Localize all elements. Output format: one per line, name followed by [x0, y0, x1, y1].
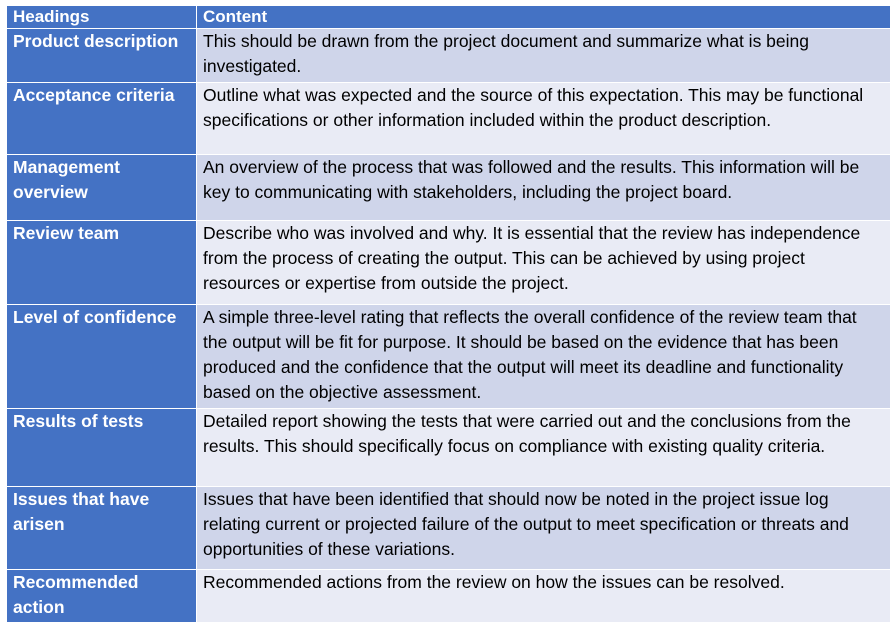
- row-content: An overview of the process that was followed and the results. This information will be key to communicating with stakeholders, including the project board.: [197, 155, 891, 221]
- row-content: Outline what was expected and the source of this expectation. This may be functional specifications or other information included within the product description.: [197, 83, 891, 155]
- table-row: [7, 83, 891, 155]
- row-heading: Recommended action: [7, 570, 197, 623]
- row-content: Describe who was involved and why. It is essential that the review has independence from the process of creating the output. This can be achieved by using project resources or expertise from outside the project.: [197, 221, 891, 305]
- table-row: [7, 29, 891, 83]
- column-header-content: Content: [197, 6, 891, 29]
- row-content: Recommended actions from the review on how the issues can be resolved.: [197, 570, 891, 623]
- table-row: [7, 487, 891, 570]
- table-row: [7, 155, 891, 221]
- table-header-row: [7, 6, 891, 29]
- table-row: [7, 305, 891, 409]
- row-heading: Issues that have arisen: [7, 487, 197, 570]
- row-content: A simple three-level rating that reflects the overall confidence of the review team that the output will be fit for purpose. It should be based on the evidence that has been produced and the confidence that the output will meet its deadline and functionality based on the objective assessment.: [197, 305, 891, 409]
- row-heading: Results of tests: [7, 409, 197, 487]
- row-content: Detailed report showing the tests that were carried out and the conclusions from the results. This should specifically focus on compliance with existing quality criteria.: [197, 409, 891, 487]
- row-heading: Management overview: [7, 155, 197, 221]
- table-row: [7, 409, 891, 487]
- content-table: [6, 5, 891, 623]
- column-header-headings: Headings: [7, 6, 197, 29]
- row-content: This should be drawn from the project document and summarize what is being investigated.: [197, 29, 891, 83]
- row-heading: Level of confidence: [7, 305, 197, 409]
- table-row: [7, 570, 891, 623]
- row-heading: Review team: [7, 221, 197, 305]
- table-row: [7, 221, 891, 305]
- row-heading: Acceptance criteria: [7, 83, 197, 155]
- row-heading: Product description: [7, 29, 197, 83]
- row-content: Issues that have been identified that should now be noted in the project issue log relating current or projected failure of the output to meet specification or threats and opportunities of these variations.: [197, 487, 891, 570]
